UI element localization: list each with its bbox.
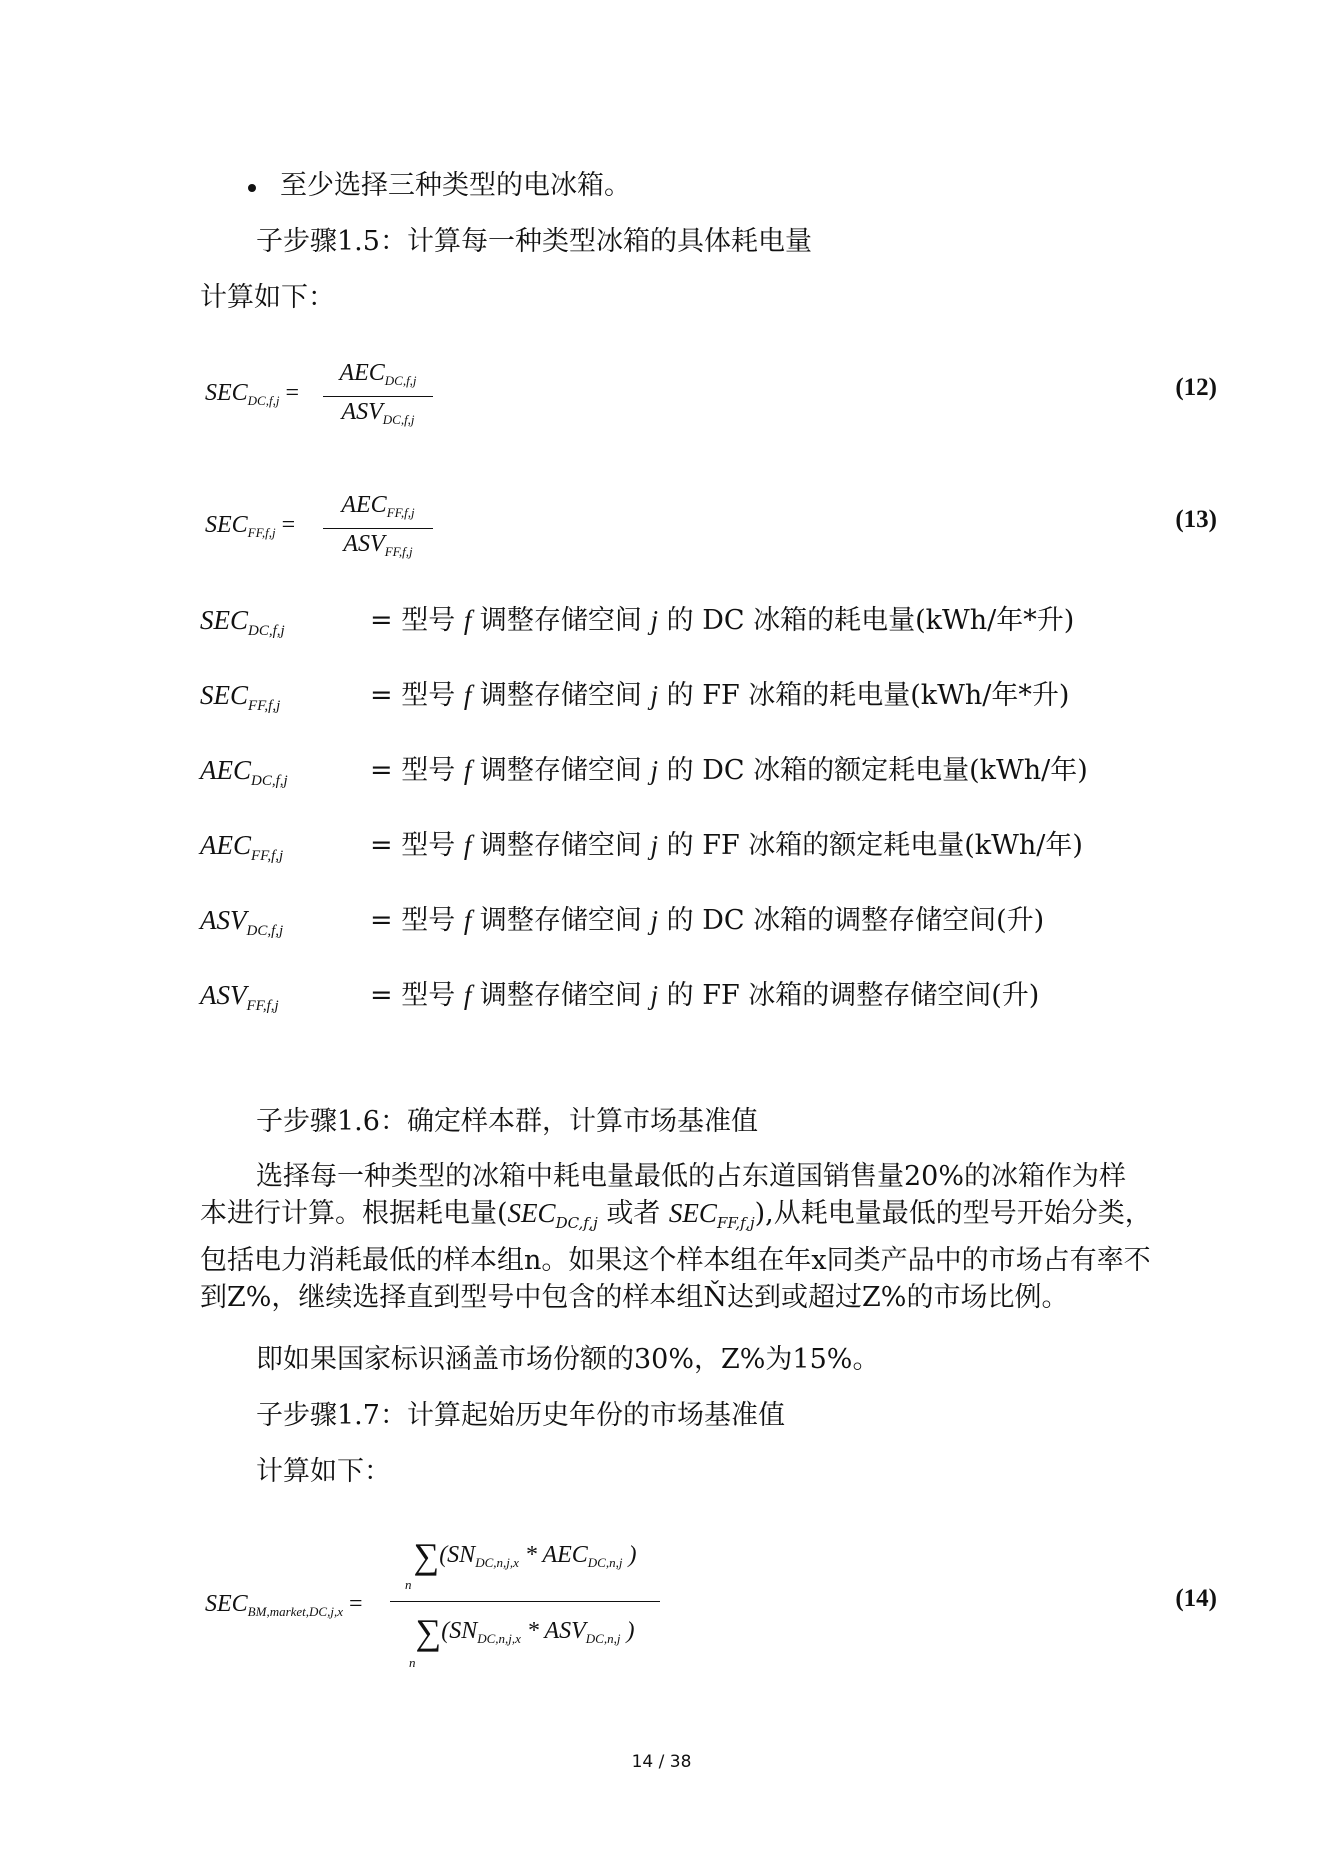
equation-number-14: (14) bbox=[1175, 1585, 1217, 1612]
eq14-fraction-bar bbox=[390, 1601, 660, 1602]
equation-number-13: (13) bbox=[1175, 506, 1217, 533]
eq13-den-sub: FF,f,j bbox=[384, 544, 413, 559]
paragraph-line: 选择每一种类型的冰箱中耗电量最低的占东道国销售量20%的冰箱作为样 bbox=[256, 1161, 1127, 1192]
paragraph-line: 本进行计算。根据耗电量($SEC_{DC,f,j}$ 或者 $SEC_{FF,f,j}$),从耗电量最低的型号开始分类， bbox=[200, 1198, 1152, 1232]
substep-1-6-heading: 子步骤1.6：确定样本群，计算市场基准值 bbox=[256, 1106, 758, 1137]
eq14-lhs-sub: BM,market,DC,j,x bbox=[247, 1604, 343, 1619]
eq12-num: AEC bbox=[339, 360, 385, 386]
eq14-den-index: n bbox=[409, 1655, 416, 1670]
substep-1-5-heading: 子步骤1.5：计算每一种类型冰箱的具体耗电量 bbox=[256, 226, 812, 257]
eq14-num-index: n bbox=[405, 1577, 412, 1592]
eq12-den: ASV bbox=[341, 399, 383, 425]
eq14-denominator: $\sum(SN_{DC,n,j,x} * ASV_{DC,n,j}$ ) bbox=[415, 1612, 635, 1652]
equation-number-12: (12) bbox=[1175, 374, 1217, 401]
calc-intro-1: 计算如下： bbox=[200, 282, 335, 313]
equation-13: $SEC_{FF,f,j}$ = $AEC_{FF,f,j}$ $ASV_{FF,f,j}$ bbox=[205, 502, 445, 572]
page-number: 14 / 38 bbox=[631, 1752, 692, 1772]
eq13-num-sub: FF,f,j bbox=[386, 505, 415, 520]
eq12-num-sub: DC,f,j bbox=[384, 373, 417, 388]
bullet-dot bbox=[248, 184, 256, 192]
eq12-lhs-sub: DC,f,j bbox=[247, 393, 280, 408]
eq13-den: ASV bbox=[343, 531, 385, 557]
eq13-lhs-sub: FF,f,j bbox=[247, 525, 276, 540]
bullet-text: 至少选择三种类型的电冰箱。 bbox=[280, 170, 631, 201]
equation-12: $SEC_{DC,f,j}$ = $AEC_{DC,f,j}$ $ASV_{DC,f,j}$ bbox=[205, 370, 445, 440]
eq12-den-sub: DC,f,j bbox=[382, 412, 415, 427]
eq12-lhs: SEC bbox=[205, 380, 248, 406]
eq13-num: AEC bbox=[341, 492, 387, 518]
calc-intro-2: 计算如下： bbox=[256, 1456, 391, 1487]
paragraph-sample-selection bbox=[200, 1158, 1152, 1316]
substep-1-7-heading: 子步骤1.7：计算起始历史年份的市场基准值 bbox=[256, 1400, 785, 1431]
eq14-numerator: $\sum(SN_{DC,n,j,x} * AEC_{DC,n,j}$ ) bbox=[413, 1536, 637, 1576]
eq13-lhs: SEC bbox=[205, 512, 248, 538]
paragraph-line: 包括电力消耗最低的样本组n。如果这个样本组在年x同类产品中的市场占有率不 bbox=[200, 1245, 1151, 1276]
paragraph-market-share: 即如果国家标识涵盖市场份额的30%，Z%为15%。 bbox=[256, 1344, 880, 1375]
eq14-lhs: SEC bbox=[205, 1591, 248, 1617]
paragraph-line: 到Z%，继续选择直到型号中包含的样本组Ň达到或超过Z%的市场比例。 bbox=[200, 1282, 1069, 1313]
equation-14: $SEC_{BM,market,DC,j,x}$ = $\sum(SN_{DC,n,j,x} * AEC_{DC,n,j}$ ) n $\sum(SN_{DC,n,j,x} * ASV_{DC,n,j}$ ) n bbox=[205, 1535, 685, 1675]
